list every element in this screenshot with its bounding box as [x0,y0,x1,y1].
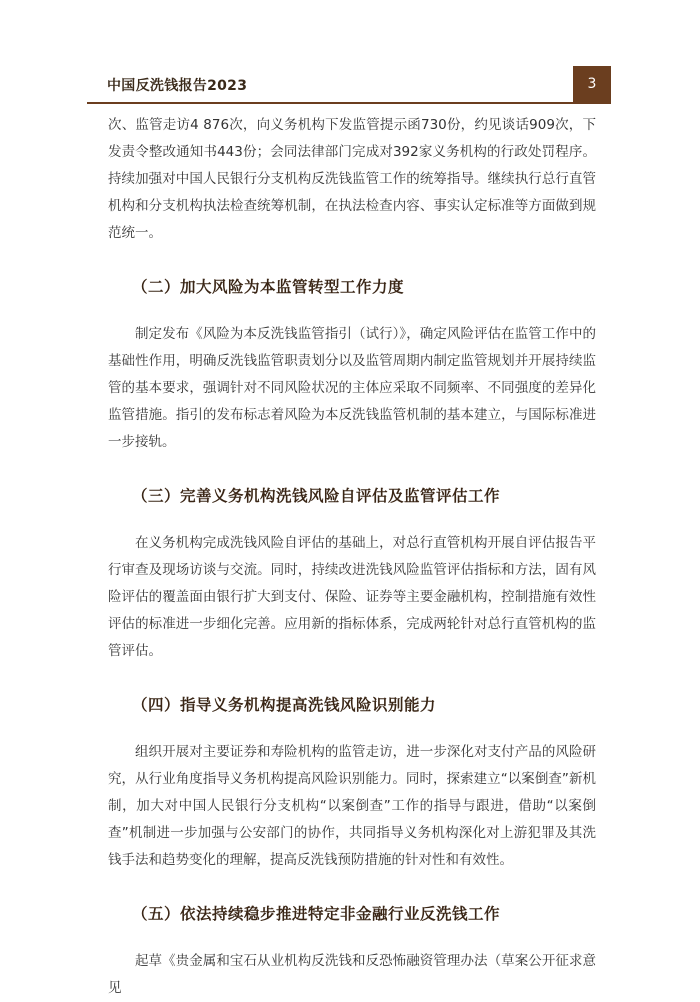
paragraph-self-assessment: 在义务机构完成洗钱风险自评估的基础上，对总行直管机构开展自评估报告平行审查及现场访谈与交流。同时，持续改进洗钱风险监管评估指标和方法，固有风险评估的覆盖面由银行扩大到支付、保险、证券等主要金融机构，控制措施有效性评估的标准进一步细化完善。应用新的指标体系，完成两轮针对总行直管机构的监管评估。 [108,535,596,659]
section-heading-5: （五）依法持续稳步推进特定非金融行业反洗钱工作 [132,905,501,923]
header-divider [87,102,611,104]
report-title: 中国反洗钱报告2023 [107,78,248,94]
paragraph-supervision-stats: 次、监管走访4 876次，向义务机构下发监管提示函730份，约见谈话909次，下发责令整改通知书443份；会同法律部门完成对392家义务机构的行政处罚程序。持续加强对中国人民银行分支机构反洗钱监管工作的统筹指导。继续执行总行直管机构和分支机构执法检查统筹机制，在执法检查内容、事实认定标准等方面做到规范统一。 [108,117,596,241]
section-heading-3: （三）完善义务机构洗钱风险自评估及监管评估工作 [132,487,501,505]
section-heading-2: （二）加大风险为本监管转型工作力度 [132,278,405,296]
paragraph-risk-based-guideline: 制定发布《风险为本反洗钱监管指引（试行）》，确定风险评估在监管工作中的基础性作用，明确反洗钱监管职责划分以及监管周期内制定监管规划并开展持续监管的基本要求，强调针对不同风险状况的主体应采取不同频率、不同强度的差异化监管措施。指引的发布标志着风险为本反洗钱监管机制的基本建立，与国际标准进一步接轨。 [108,326,596,450]
section-heading-4: （四）指导义务机构提高洗钱风险识别能力 [132,696,437,714]
paragraph-non-financial-sector: 起草《贵金属和宝石从业机构反洗钱和反恐怖融资管理办法（草案公开征求意见 [108,953,596,996]
paragraph-risk-identification: 组织开展对主要证券和寿险机构的监管走访，进一步深化对支付产品的风险研究，从行业角度指导义务机构提高风险识别能力。同时，探索建立“以案倒查”新机制，加大对中国人民银行分支机构“以案倒查”工作的指导与跟进，借助“以案倒查”机制进一步加强与公安部门的协作，共同指导义务机构深化对上游犯罪及其洗钱手法和趋势变化的理解，提高反洗钱预防措施的针对性和有效性。 [108,744,596,868]
page-number-badge: 3 [573,66,611,102]
page-body [108,112,596,1002]
page-header [87,66,611,104]
